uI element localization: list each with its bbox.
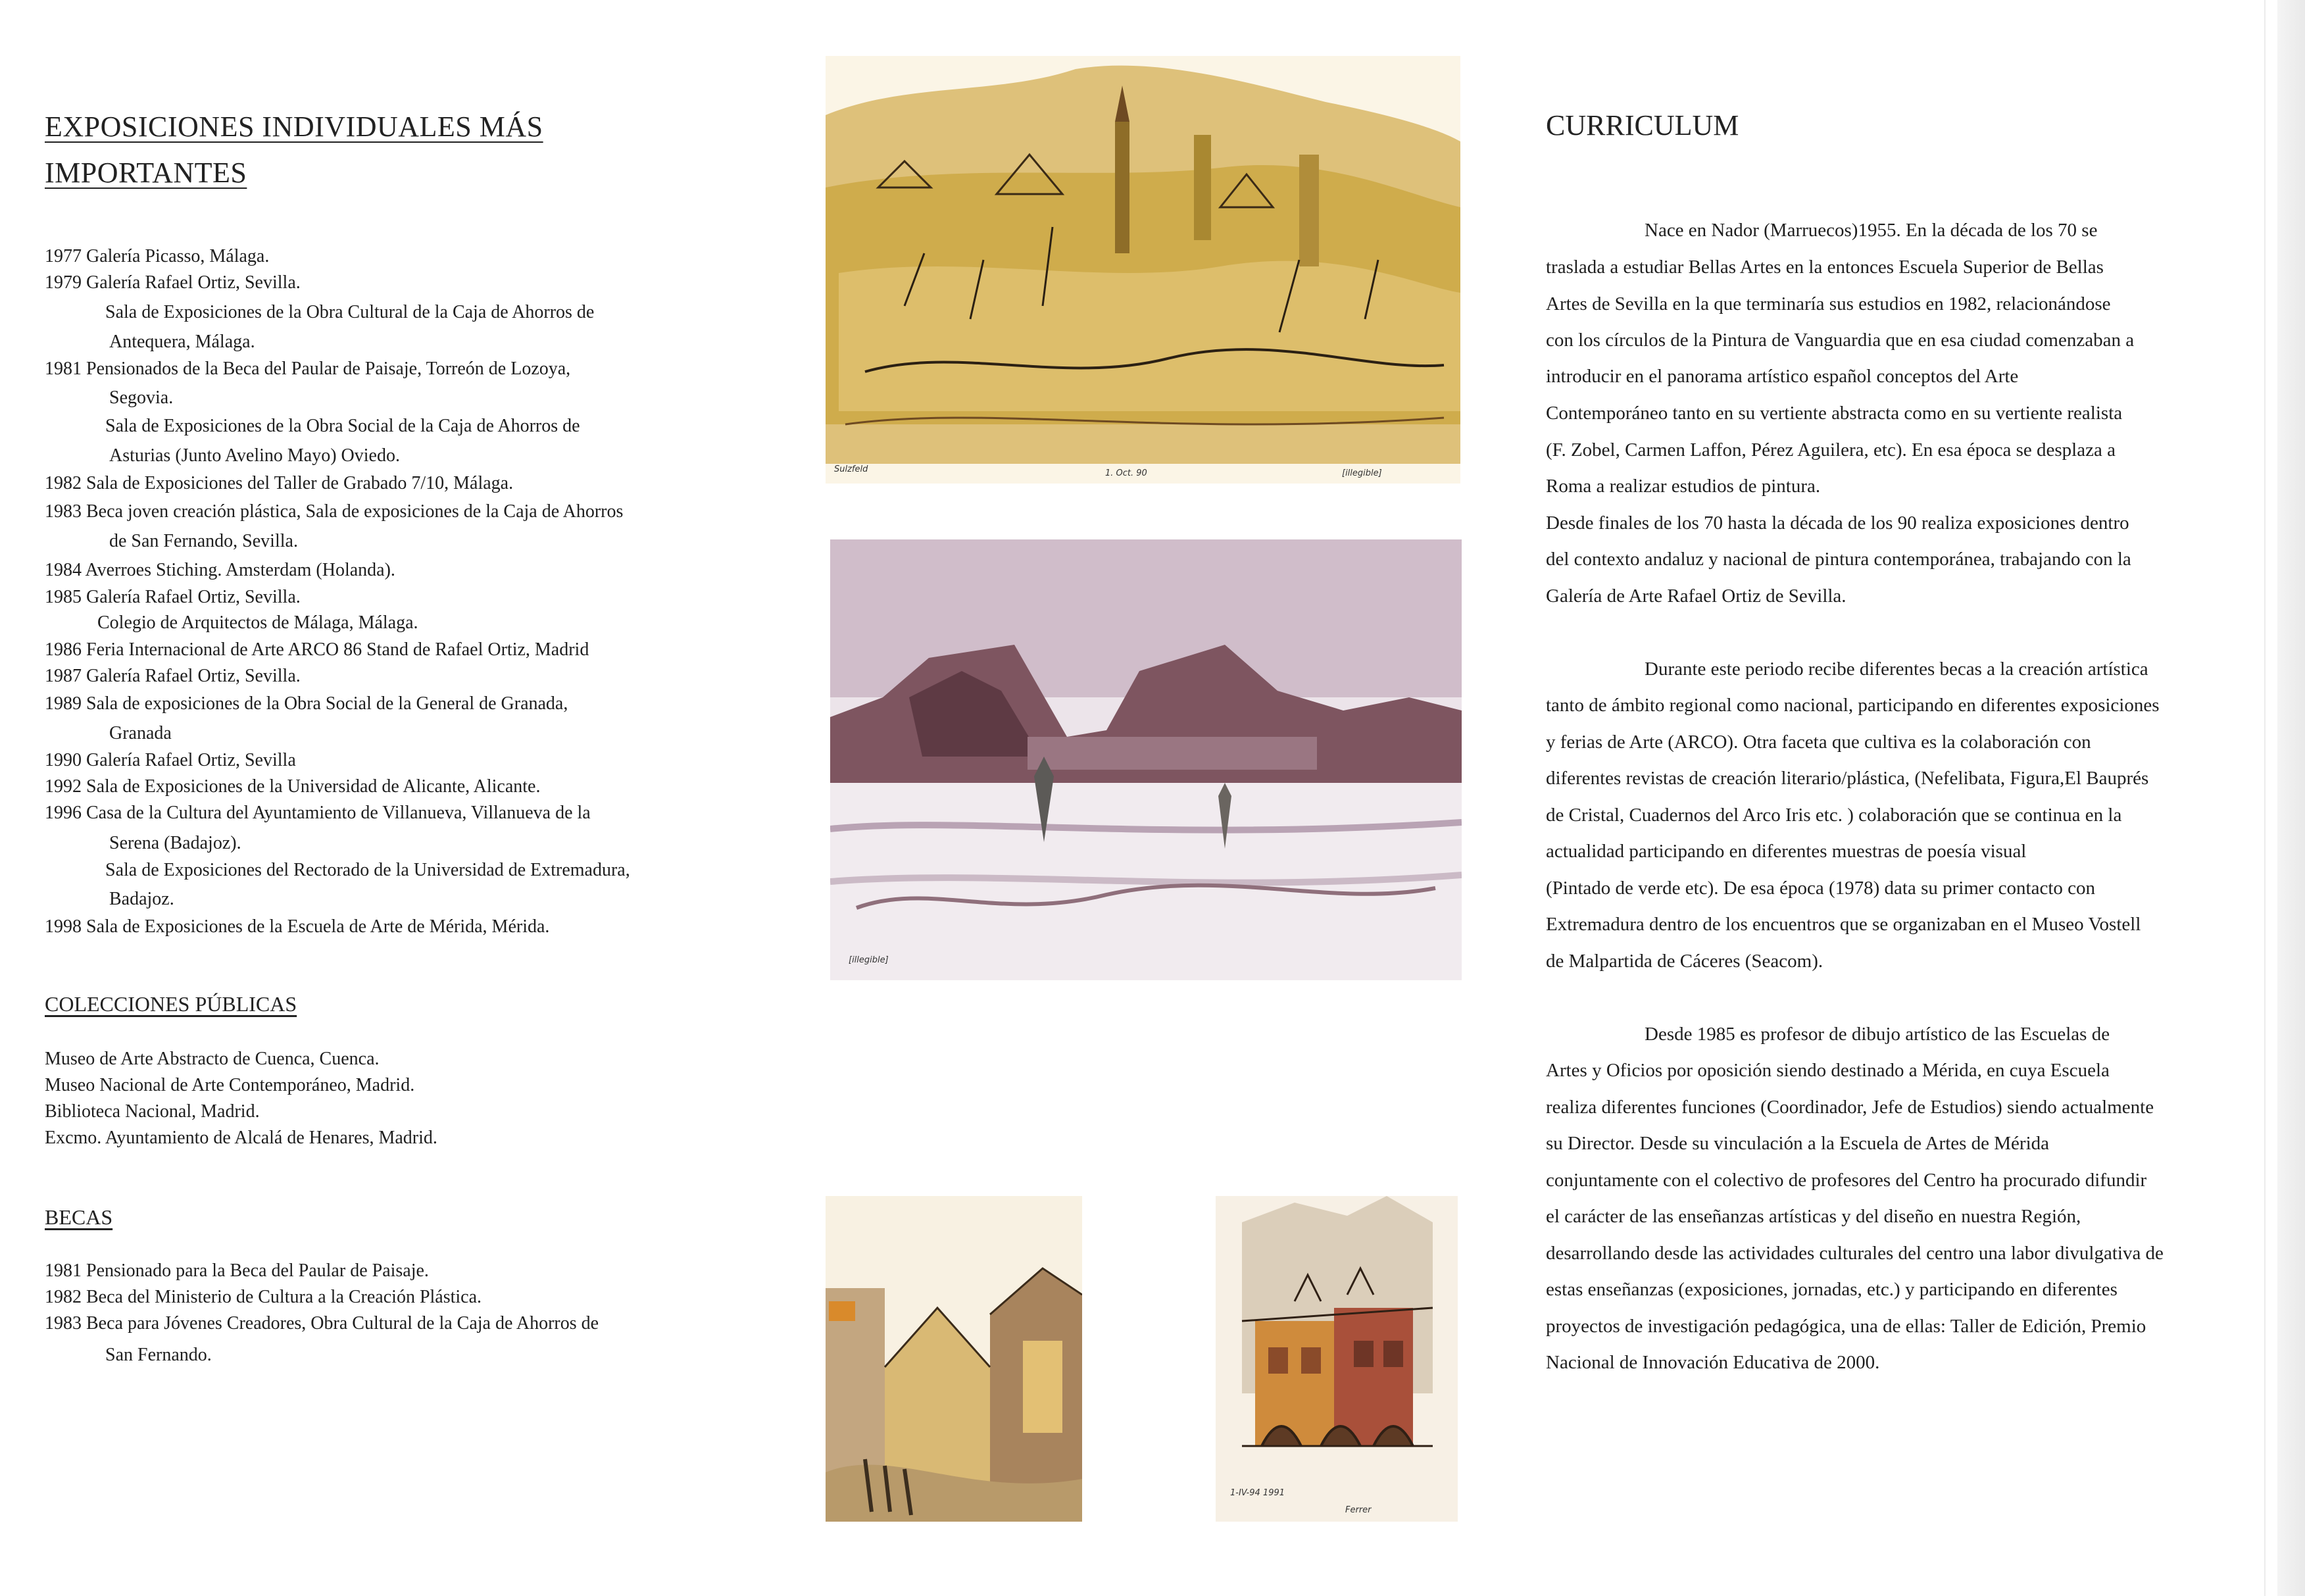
page-fold-line bbox=[2264, 0, 2266, 1596]
paragraph-line: de Cristal, Cuadernos del Arco Iris etc. ) colaboración que se continua en la bbox=[1546, 805, 2122, 826]
list-item: Biblioteca Nacional, Madrid. bbox=[45, 1101, 260, 1122]
list-item: 1982 Beca del Ministerio de Cultura a la Creación Plástica. bbox=[45, 1287, 482, 1307]
artwork-facade-sketch bbox=[1216, 1196, 1458, 1522]
list-item: 1983 Beca para Jóvenes Creadores, Obra Cultural de la Caja de Ahorros de bbox=[45, 1313, 599, 1334]
list-item: Serena (Badajoz). bbox=[109, 833, 241, 853]
paragraph-line: Durante este periodo recibe diferentes becas a la creación artística bbox=[1645, 659, 2148, 680]
artwork-caption: [illegible] bbox=[849, 955, 889, 965]
grants-heading: BECAS bbox=[45, 1205, 113, 1229]
list-item: Granada bbox=[109, 723, 172, 743]
list-item: 1982 Sala de Exposiciones del Taller de Grabado 7/10, Málaga. bbox=[45, 473, 514, 493]
list-item: 1984 Averroes Stiching. Amsterdam (Holanda). bbox=[45, 560, 395, 580]
list-item: 1981 Pensionados de la Beca del Paular de Paisaje, Torreón de Lozoya, bbox=[45, 359, 571, 379]
list-item: Sala de Exposiciones de la Obra Social de la Caja de Ahorros de bbox=[105, 416, 580, 436]
paragraph-line: Roma a realizar estudios de pintura. bbox=[1546, 476, 1821, 497]
list-item: Museo de Arte Abstracto de Cuenca, Cuenca. bbox=[45, 1049, 380, 1069]
list-item: 1990 Galería Rafael Ortiz, Sevilla bbox=[45, 750, 296, 770]
list-item: Segovia. bbox=[109, 387, 174, 408]
paragraph-line: Desde finales de los 70 hasta la década de los 90 realiza exposiciones dentro bbox=[1546, 512, 2129, 534]
curriculum-title: CURRICULUM bbox=[1546, 109, 1739, 141]
paragraph-line: Artes y Oficios por oposición siendo destinado a Mérida, en cuya Escuela bbox=[1546, 1060, 2110, 1081]
list-item: Excmo. Ayuntamiento de Alcalá de Henares, Madrid. bbox=[45, 1128, 437, 1148]
list-item: 1992 Sala de Exposiciones de la Universidad de Alicante, Alicante. bbox=[45, 776, 541, 797]
artwork-caption: [illegible] bbox=[1342, 468, 1382, 478]
list-item: 1998 Sala de Exposiciones de la Escuela de Arte de Mérida, Mérida. bbox=[45, 916, 550, 937]
paragraph-line: Artes de Sevilla en la que terminaría sus estudios en 1982, relacionándose bbox=[1546, 293, 2111, 314]
paragraph-line: traslada a estudiar Bellas Artes en la entonces Escuela Superior de Bellas bbox=[1546, 257, 2104, 278]
paragraph-line: (F. Zobel, Carmen Laffon, Pérez Aguilera, etc). En esa época se desplaza a bbox=[1546, 439, 2116, 461]
paragraph-line: (Pintado de verde etc). De esa época (1978) data su primer contacto con bbox=[1546, 878, 2096, 899]
list-item: Antequera, Málaga. bbox=[109, 332, 255, 352]
list-item: 1996 Casa de la Cultura del Ayuntamiento de Villanueva, Villanueva de la bbox=[45, 803, 591, 823]
list-item: 1986 Feria Internacional de Arte ARCO 86 Stand de Rafael Ortiz, Madrid bbox=[45, 639, 589, 660]
artwork-mauve-landscape bbox=[830, 539, 1462, 980]
scan-edge bbox=[2277, 0, 2305, 1596]
list-item: Museo Nacional de Arte Contemporáneo, Madrid. bbox=[45, 1075, 415, 1095]
artwork-town-ochre-sketch bbox=[826, 56, 1460, 484]
artwork-caption: Ferrer bbox=[1345, 1505, 1372, 1515]
artwork-caption: 1. Oct. 90 bbox=[1105, 468, 1147, 478]
paragraph-line: Contemporáneo tanto en su vertiente abstracta como en su vertiente realista bbox=[1546, 403, 2123, 424]
paragraph-line: proyectos de investigación pedagógica, una de ellas: Taller de Edición, Premio bbox=[1546, 1316, 2146, 1337]
list-item: 1979 Galería Rafael Ortiz, Sevilla. bbox=[45, 272, 301, 293]
paragraph-line: del contexto andaluz y nacional de pintura contemporánea, trabajando con la bbox=[1546, 549, 2131, 570]
list-item: Badajoz. bbox=[109, 889, 174, 909]
paragraph-line: el carácter de las enseñanzas artísticas y del diseño en nuestra Región, bbox=[1546, 1206, 2081, 1227]
list-item: 1983 Beca joven creación plástica, Sala de exposiciones de la Caja de Ahorros bbox=[45, 501, 624, 522]
exhibitions-heading-line1: EXPOSICIONES INDIVIDUALES MÁS bbox=[45, 111, 543, 143]
list-item: 1985 Galería Rafael Ortiz, Sevilla. bbox=[45, 587, 301, 607]
paragraph-line: Nacional de Innovación Educativa de 2000. bbox=[1546, 1352, 1880, 1373]
list-item: Asturias (Junto Avelino Mayo) Oviedo. bbox=[109, 445, 400, 466]
list-item: 1977 Galería Picasso, Málaga. bbox=[45, 246, 270, 266]
paragraph-line: actualidad participando en diferentes muestras de poesía visual bbox=[1546, 841, 2027, 862]
paragraph-line: desarrollando desde las actividades culturales del centro una labor divulgativa de bbox=[1546, 1243, 2164, 1264]
paragraph-line: realiza diferentes funciones (Coordinador, Jefe de Estudios) siendo actualmente bbox=[1546, 1097, 2154, 1118]
artwork-street-sketch bbox=[826, 1196, 1082, 1522]
paragraph-line: diferentes revistas de creación literario/plástica, (Nefelibata, Figura,El Bauprés bbox=[1546, 768, 2149, 789]
list-item: Colegio de Arquitectos de Málaga, Málaga. bbox=[97, 612, 418, 633]
paragraph-line: de Malpartida de Cáceres (Seacom). bbox=[1546, 951, 1823, 972]
list-item: de San Fernando, Sevilla. bbox=[109, 531, 298, 551]
paragraph-line: Nace en Nador (Marruecos)1955. En la década de los 70 se bbox=[1645, 220, 2098, 241]
paragraph-line: su Director. Desde su vinculación a la Escuela de Artes de Mérida bbox=[1546, 1133, 2050, 1154]
list-item: San Fernando. bbox=[105, 1345, 212, 1365]
list-item: 1987 Galería Rafael Ortiz, Sevilla. bbox=[45, 666, 301, 686]
paragraph-line: Extremadura dentro de los encuentros que se organizaban en el Museo Vostell bbox=[1546, 914, 2141, 935]
paragraph-line: introducir en el panorama artístico español conceptos del Arte bbox=[1546, 366, 2019, 387]
paragraph-line: con los círculos de la Pintura de Vanguardia que en esa ciudad comenzaban a bbox=[1546, 330, 2135, 351]
paragraph-line: estas enseñanzas (exposiciones, jornadas, etc.) y participando en diferentes bbox=[1546, 1279, 2118, 1300]
exhibitions-heading-line2: IMPORTANTES bbox=[45, 157, 247, 189]
paragraph-line: conjuntamente con el colectivo de profesores del Centro ha procurado difundir bbox=[1546, 1170, 2147, 1191]
paragraph-line: Galería de Arte Rafael Ortiz de Sevilla. bbox=[1546, 586, 1846, 607]
paragraph-line: Desde 1985 es profesor de dibujo artístico de las Escuelas de bbox=[1645, 1024, 2110, 1045]
artwork-caption: Sulzfeld bbox=[834, 464, 868, 474]
paragraph-line: y ferias de Arte (ARCO). Otra faceta que cultiva es la colaboración con bbox=[1546, 732, 2091, 753]
collections-heading: COLECCIONES PÚBLICAS bbox=[45, 992, 297, 1016]
list-item: Sala de Exposiciones del Rectorado de la Universidad de Extremadura, bbox=[105, 860, 630, 880]
list-item: 1981 Pensionado para la Beca del Paular de Paisaje. bbox=[45, 1260, 429, 1281]
paragraph-line: tanto de ámbito regional como nacional, participando en diferentes exposiciones bbox=[1546, 695, 2160, 716]
list-item: Sala de Exposiciones de la Obra Cultural de la Caja de Ahorros de bbox=[105, 302, 595, 322]
artwork-caption: 1-IV-94 1991 bbox=[1230, 1488, 1285, 1498]
list-item: 1989 Sala de exposiciones de la Obra Social de la General de Granada, bbox=[45, 693, 568, 714]
